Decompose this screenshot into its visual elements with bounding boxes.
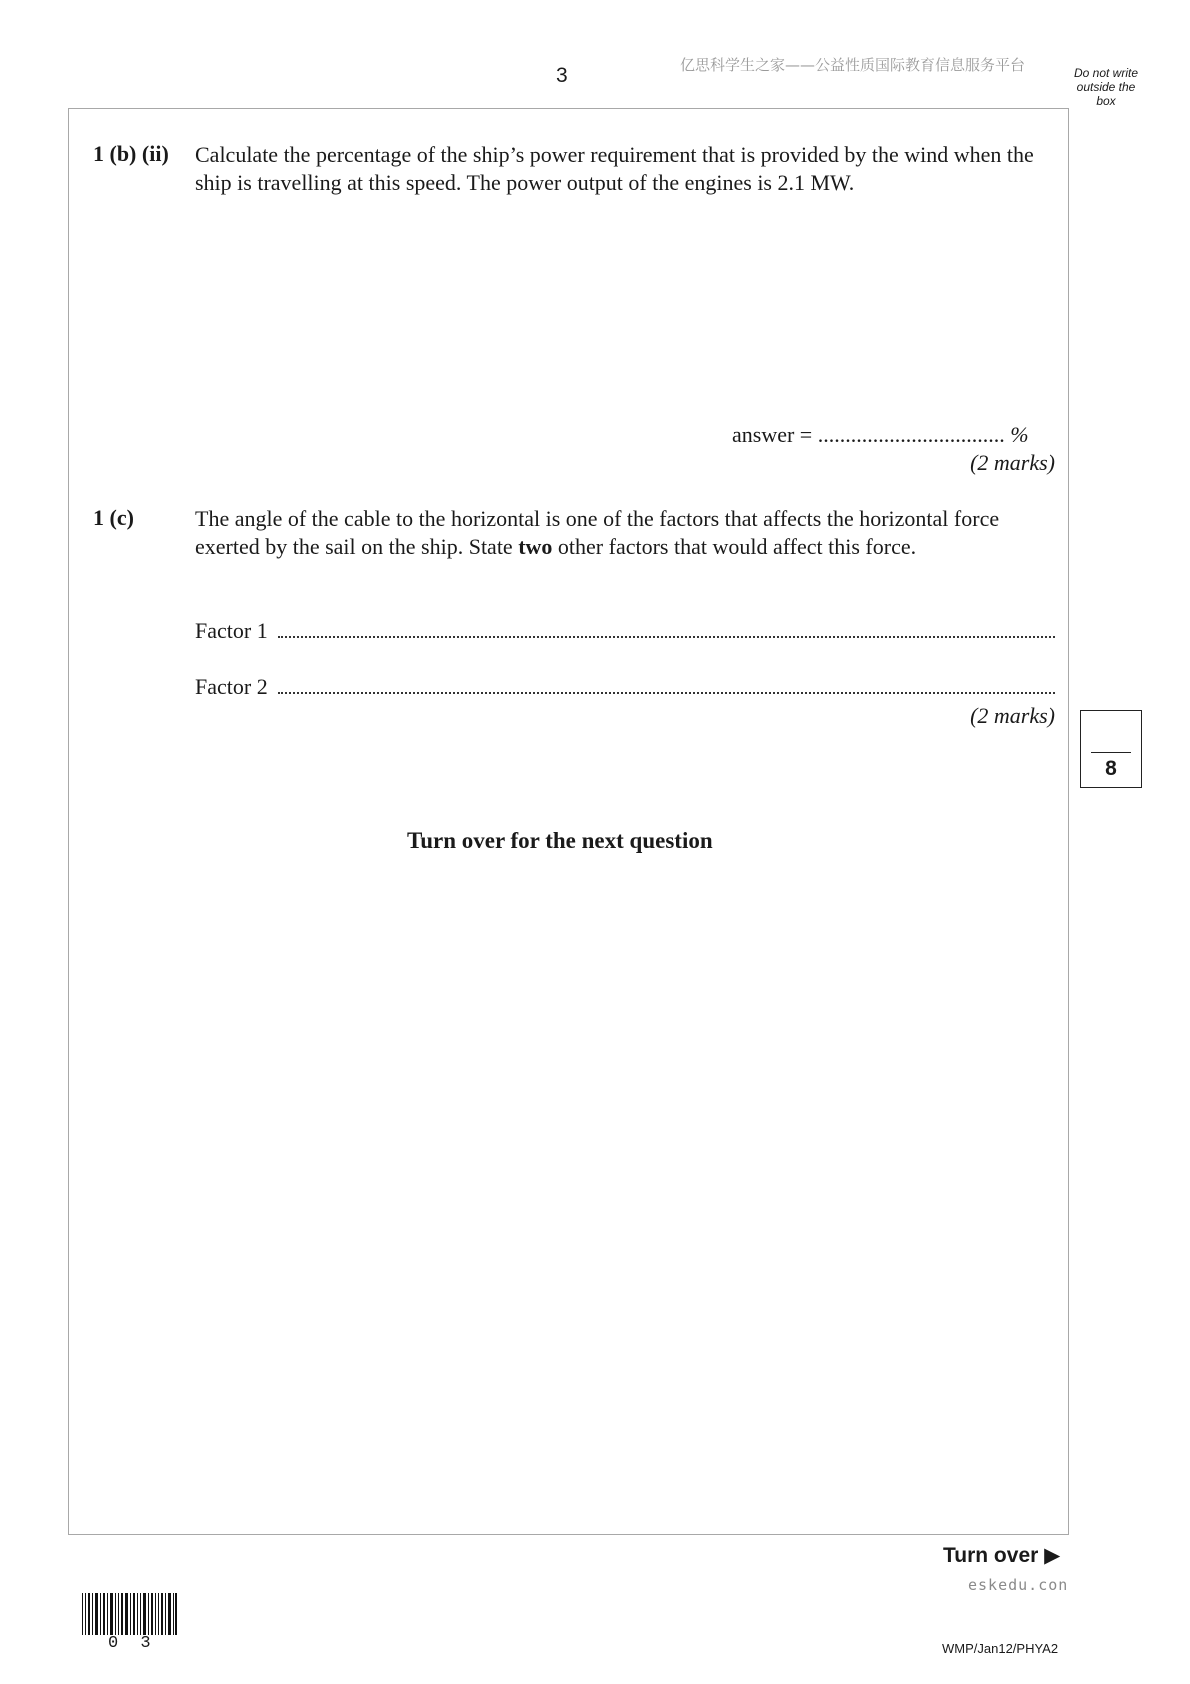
- question-text-1c: [195, 505, 1055, 561]
- answer-label: answer =: [732, 422, 818, 447]
- answer-unit: %: [1010, 422, 1029, 447]
- barcode-number: 0 3: [108, 1634, 157, 1653]
- question-number-1c: 1 (c): [93, 505, 134, 530]
- answer-dots[interactable]: ..................................: [817, 422, 1005, 447]
- score-total: 8: [1105, 757, 1117, 780]
- paper-reference: WMP/Jan12/PHYA2: [942, 1641, 1059, 1656]
- factor-2-answer-field[interactable]: [278, 674, 1055, 694]
- question-text-1bii: Calculate the percentage of the ship’s power requirement that is provided by the wind when the ship is travelling at this speed. The power output of the engines is 2.1 MW.: [195, 142, 1034, 195]
- score-box-divider: [1091, 752, 1131, 753]
- factor-1-label: Factor 1: [195, 618, 268, 643]
- marks-label-1c: (2 marks): [970, 703, 1055, 728]
- page-number: 3: [556, 64, 568, 87]
- answer-box-border: [68, 108, 1069, 1535]
- emphasis-two: two: [518, 534, 553, 559]
- answer-line[interactable]: [732, 422, 1029, 448]
- factor-2-label: Factor 2: [195, 674, 268, 699]
- question-text-1c-part1: The angle of the cable to the horizontal is one of the factors that affects the horizontal force exerted by the sail on the ship. State: [195, 506, 1000, 559]
- factor-1-line[interactable]: [195, 618, 1055, 644]
- margin-note: Do not write outside the box: [1073, 66, 1139, 108]
- factor-2-line[interactable]: [195, 674, 1055, 700]
- barcode-icon: [82, 1593, 177, 1635]
- footer-site-text: eskedu.con: [968, 1576, 1069, 1594]
- turn-over-label: Turn over ▶: [943, 1544, 1061, 1567]
- question-number-1bii: 1 (b) (ii): [93, 141, 169, 166]
- factor-1-answer-field[interactable]: [278, 618, 1055, 638]
- watermark-text: 亿思科学生之家——公益性质国际教育信息服务平台: [680, 56, 1026, 74]
- turn-over-next-question: Turn over for the next question: [407, 828, 713, 853]
- question-text-1c-part2: other factors that would affect this force.: [552, 534, 917, 559]
- score-box: [1080, 710, 1142, 788]
- marks-label-1bii: (2 marks): [970, 450, 1055, 475]
